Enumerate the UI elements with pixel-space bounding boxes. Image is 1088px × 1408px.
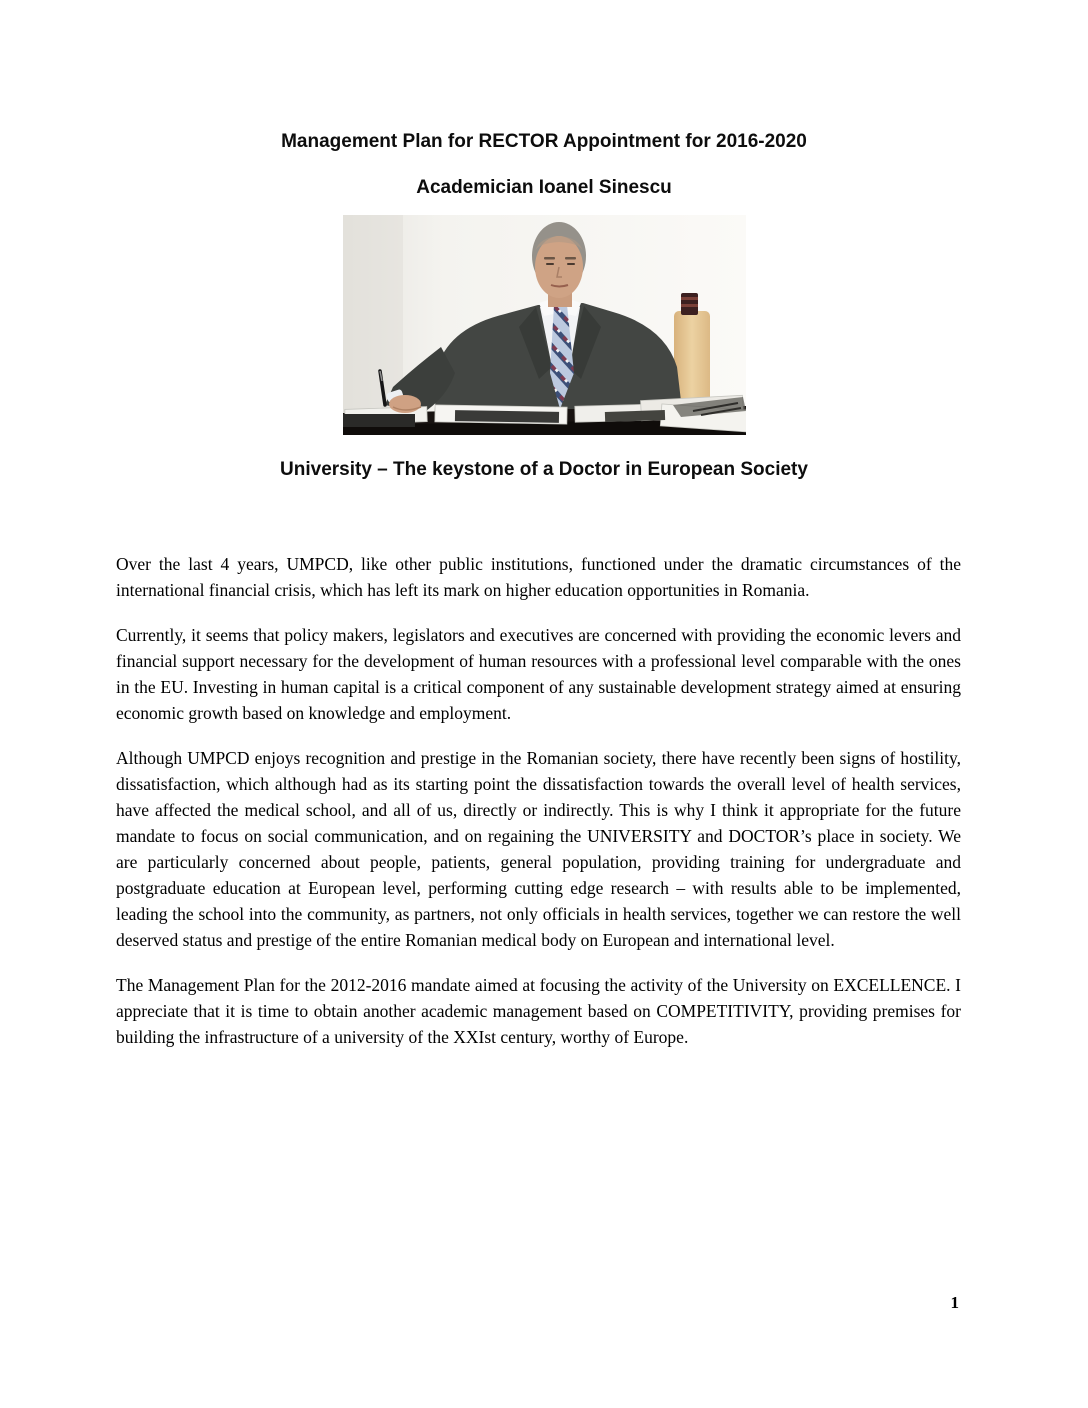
document-title: Management Plan for RECTOR Appointment for 2016-2020 xyxy=(281,131,807,152)
document-subtitle: Academician Ioanel Sinescu xyxy=(416,177,672,198)
document-body xyxy=(0,551,1088,1050)
page-number: 1 xyxy=(950,1293,959,1312)
rector-photo xyxy=(343,215,746,435)
paragraph-4: The Management Plan for the 2012-2016 mandate aimed at focusing the activity of the University on EXCELLENCE. I appreciate that it is time to obtain another academic management based on COMPETITIVITY, providing premises for building the infrastructure of a university of the XXIst century, worthy of Europe. xyxy=(116,975,961,1047)
paragraph-3: Although UMPCD enjoys recognition and prestige in the Romanian society, there have recently been signs of hostility, dissatisfaction, which although had as its starting point the dissatisfaction towards the overall level of health services, have affected the medical school, and all of us, directly or indirectly. This is why I think it appropriate for the future mandate to focus on social communication, and on regaining the UNIVERSITY and DOCTOR’s place in society. We are particularly concerned about people, patients, general population, providing training for undergraduate and postgraduate education at European level, performing cutting edge research – with results able to be implemented, leading the school into the community, as partners, not only officials in health services, together we can restore the well deserved status and prestige of the entire Romanian medical body on European and international level. xyxy=(116,748,961,950)
photo-caption: University – The keystone of a Doctor in European Society xyxy=(280,459,808,480)
rector-photo-illustration xyxy=(343,215,746,435)
paragraph-2: Currently, it seems that policy makers, legislators and executives are concerned with providing the economic levers and financial support necessary for the development of human resources with a professional level comparable with the ones in the EU. Investing in human capital is a critical component of any sustainable development strategy aimed at ensuring economic growth based on knowledge and employment. xyxy=(116,625,961,723)
paragraph-1: Over the last 4 years, UMPCD, like other public institutions, functioned under the dramatic circumstances of the international financial crisis, which has left its mark on higher education opportunities in Romania. xyxy=(116,554,961,600)
